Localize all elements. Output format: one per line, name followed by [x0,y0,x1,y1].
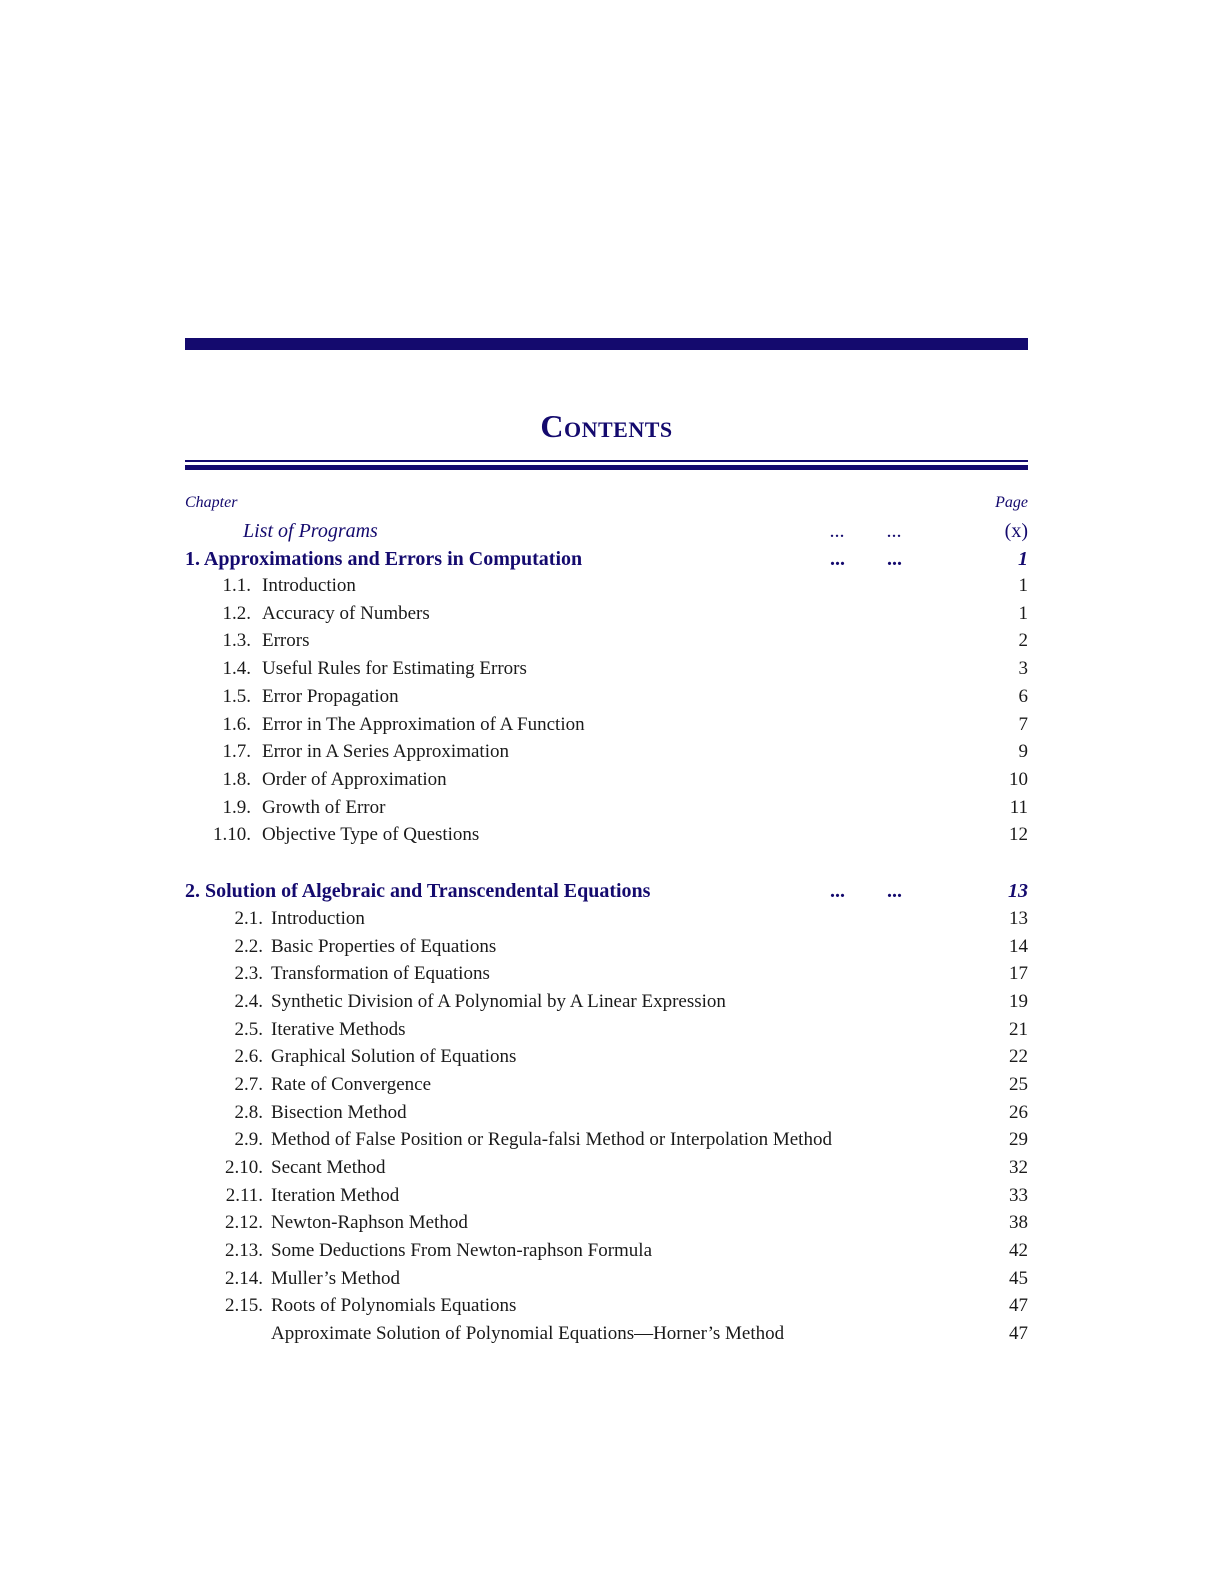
section-number: 1.1. [222,575,251,596]
section-title: Useful Rules for Estimating Errors [262,658,527,680]
section-page: 32 [1009,1156,1028,1178]
toc-section[interactable] [185,794,1028,822]
section-page: 1 [1018,602,1028,624]
section-page: 9 [1018,741,1028,763]
section-title: Error in A Series Approximation [262,741,509,763]
section-page: 33 [1009,1184,1028,1206]
toc-section[interactable] [185,1043,1028,1071]
section-page: 12 [1009,824,1028,846]
toc-section[interactable] [185,933,1028,961]
toc-section[interactable] [185,1320,1028,1348]
section-number: 1.6. [222,713,251,735]
chapter-page: 1 [1018,548,1028,570]
toc-section[interactable] [185,683,1028,711]
section-title: Roots of Polynomials Equations [271,1295,517,1317]
section-title: Introduction [271,908,365,929]
toc-section[interactable] [185,766,1028,794]
section-number: 2.6. [234,1046,263,1068]
section-title: Bisection Method [271,1101,407,1123]
section-number: 2.11. [225,1184,263,1206]
section-page: 13 [1009,908,1028,929]
section-number: 2.2. [234,935,263,957]
toc-section[interactable] [185,960,1028,988]
top-decorative-bar [185,338,1028,350]
leader-dots: ... ... [830,880,902,902]
toc-chapter-1[interactable] [185,545,1028,573]
toc-section[interactable] [185,1154,1028,1182]
toc-chapter-2[interactable] [185,877,1028,905]
title-rule-thick [185,465,1028,470]
toc-entry-page: (x) [1004,520,1028,542]
section-title: Error Propagation [262,685,399,707]
section-number: 1.2. [222,602,251,624]
section-title: Iteration Method [271,1184,400,1206]
toc-section[interactable] [185,738,1028,766]
toc-section[interactable] [185,1209,1028,1237]
toc-section[interactable] [185,572,1028,600]
section-page: 47 [1009,1295,1028,1317]
section-title: Objective Type of Questions [262,824,480,846]
section-title: Iterative Methods [271,1018,406,1040]
section-number: 1.10. [213,824,251,846]
section-title: Method of False Position or Regula-falsi Method or Interpolation Method [271,1129,832,1151]
section-number: 2.7. [234,1073,263,1095]
section-number: 2.3. [234,963,263,985]
section-title: Newton-Raphson Method [271,1212,468,1234]
section-title: Synthetic Division of A Polynomial by A Linear Expression [271,991,726,1012]
page-column-header: Page [995,494,1028,511]
section-title: Basic Properties of Equations [271,935,497,957]
toc-section[interactable] [185,988,1028,1016]
section-number: 1.4. [222,658,251,680]
section-page: 10 [1009,768,1028,790]
toc-section[interactable] [185,1292,1028,1320]
section-number: 1.3. [222,630,251,652]
section-number: 2.5. [234,1018,263,1040]
section-number: 2.1. [234,908,263,929]
section-page: 14 [1009,935,1028,957]
section-number: 1.5. [222,685,251,707]
page-title: Contents [540,408,673,444]
section-number: 2.10. [225,1156,263,1178]
section-page: 3 [1018,658,1028,680]
toc-section[interactable] [185,1071,1028,1099]
section-title: Muller’s Method [271,1267,400,1289]
section-title: Growth of Error [262,796,386,818]
section-number: 2.12. [225,1212,263,1234]
section-title: Some Deductions From Newton-raphson Formula [271,1239,653,1261]
section-page: 42 [1009,1239,1028,1261]
section-title: Approximate Solution of Polynomial Equations—Horner’s Method [271,1322,785,1344]
toc-entry-list-of-programs[interactable] [185,517,1028,545]
toc-section[interactable] [185,711,1028,739]
toc-entry-label: List of Programs [243,520,378,542]
section-page: 1 [1018,575,1028,596]
section-page: 22 [1009,1046,1028,1068]
section-page: 21 [1009,1018,1028,1040]
chapter-column-header: Chapter [185,494,238,511]
section-page: 7 [1018,713,1028,735]
leader-dots: ... ... [830,548,902,570]
toc-section[interactable] [185,655,1028,683]
chapter-title: 2. Solution of Algebraic and Transcendental Equations [185,880,651,902]
section-page: 2 [1018,630,1028,652]
section-number: 2.15. [225,1295,263,1317]
toc-section[interactable] [185,1016,1028,1044]
section-number: 1.8. [222,768,251,790]
section-page: 6 [1018,685,1028,707]
section-title: Accuracy of Numbers [262,602,430,624]
leader-dots: ... ... [830,520,902,542]
section-number: 2.4. [234,991,263,1012]
contents-page [185,0,1028,1571]
section-title: Errors [262,630,310,652]
section-page: 38 [1009,1212,1028,1234]
toc-section[interactable] [185,1099,1028,1127]
toc-section[interactable] [185,821,1028,849]
section-number: 2.9. [234,1129,263,1151]
section-number: 2.13. [225,1239,263,1261]
chapter-title: 1. Approximations and Errors in Computation [185,548,583,570]
toc-section[interactable] [185,1237,1028,1265]
section-page: 17 [1009,963,1028,985]
section-page: 45 [1009,1267,1028,1289]
section-title: Error in The Approximation of A Function [262,713,585,735]
section-page: 19 [1009,991,1028,1012]
section-title: Rate of Convergence [271,1073,432,1095]
toc-section[interactable] [185,1126,1028,1154]
toc-section[interactable] [185,1265,1028,1293]
section-page: 47 [1009,1322,1028,1344]
title-rule-thin [185,460,1028,462]
chapter-page: 13 [1008,880,1028,902]
section-title: Secant Method [271,1156,386,1178]
section-title: Graphical Solution of Equations [271,1046,517,1068]
section-title: Introduction [262,575,356,596]
section-page: 26 [1009,1101,1028,1123]
toc-section[interactable] [185,1182,1028,1210]
section-page: 25 [1009,1073,1028,1095]
section-number: 1.7. [222,741,251,763]
section-title: Order of Approximation [262,768,447,790]
toc-section[interactable] [185,905,1028,933]
toc-section[interactable] [185,627,1028,655]
section-page: 29 [1009,1129,1028,1151]
toc-section[interactable] [185,600,1028,628]
section-number: 2.8. [234,1101,263,1123]
section-title: Transformation of Equations [271,963,490,985]
section-page: 11 [1009,796,1028,818]
section-number: 2.14. [225,1267,263,1289]
section-number: 1.9. [222,796,251,818]
